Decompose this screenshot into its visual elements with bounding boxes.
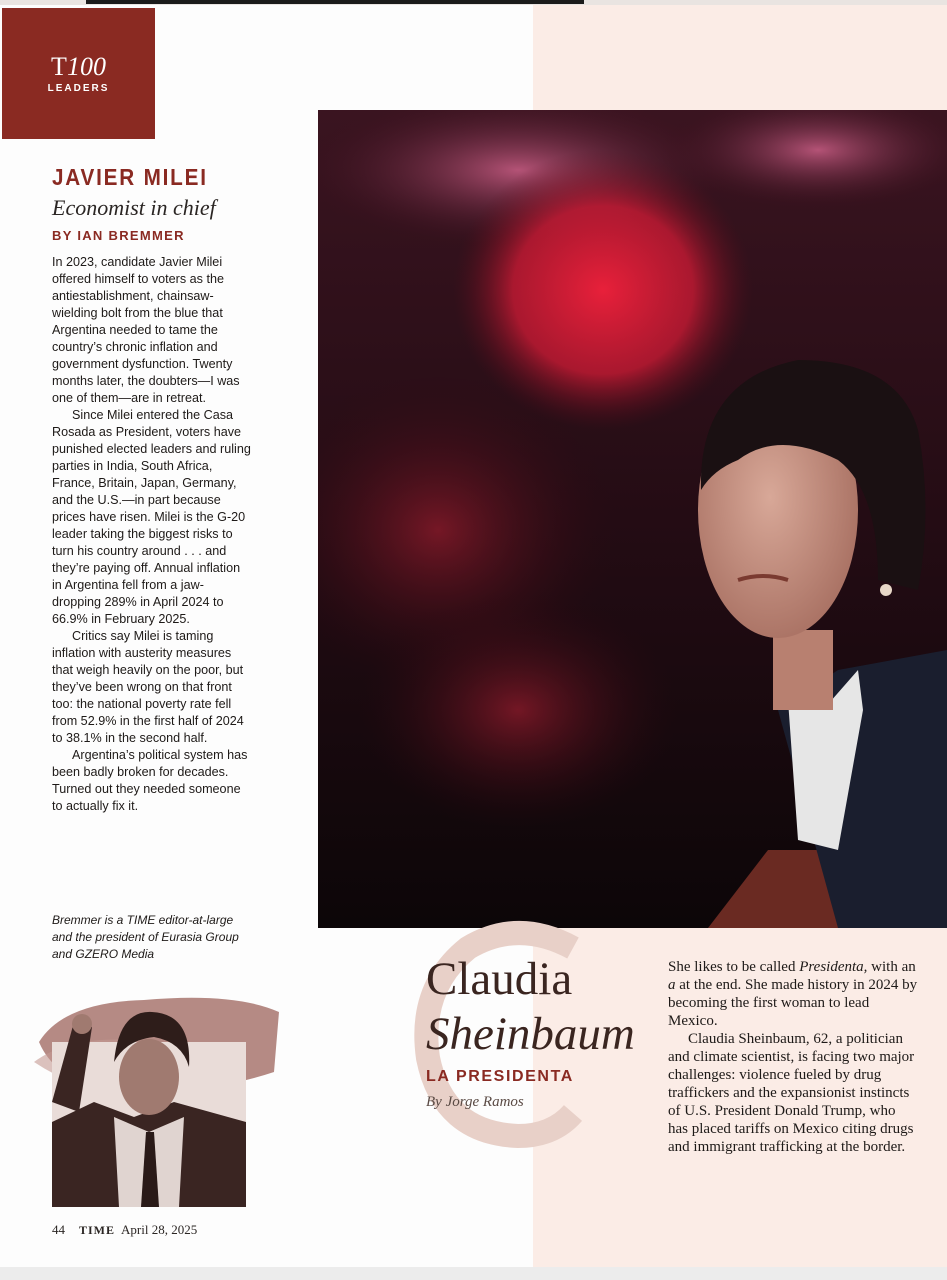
milei-portrait-image: [34, 982, 284, 1207]
byline-ramos: By Jorge Ramos: [426, 1094, 524, 1110]
magazine-name: TIME: [79, 1223, 116, 1237]
sheinbaum-portrait-image: [318, 110, 947, 928]
article-subtitle-milei: Economist in chief: [52, 195, 216, 220]
paragraph: Claudia Sheinbaum, 62, a politician and climate scientist, is facing two major challenges: violence fueled by drug traffickers and the expansionist instincts of U.S. President Donald Trump, who has placed tariffs on Mexico citing drugs and immigrant trafficking at the border.: [668, 1031, 915, 1155]
article-title-first-name: Claudia: [426, 953, 573, 1005]
byline-bremmer: BY IAN BREMMER: [52, 228, 185, 243]
bottom-strip: [0, 1267, 947, 1280]
paragraph: She likes to be called Presidenta, with an a at the end. She made history in 2024 by becoming the first woman to lead Mexico.: [668, 959, 918, 1029]
top-bar: [86, 0, 584, 4]
article-title-last-name: Sheinbaum: [426, 1008, 635, 1060]
paragraph: In 2023, candidate Javier Milei offered himself to voters as the antiestablishment, chainsaw-wielding bolt from the blue that Argentina needed to tame the country’s chronic inflation and government dysfunction. Twenty months later, the doubters—I was one of them—are in retreat.: [52, 255, 240, 405]
article-subtitle-sheinbaum: LA PRESIDENTA: [426, 1068, 574, 1085]
sheinbaum-article-body: [668, 958, 918, 1156]
paragraph: Since Milei entered the Casa Rosada as President, voters have punished elected leaders and ruling parties in India, South Africa, France, Britain, Japan, Germany, and the U.S.—in part because prices have risen. Milei is the G-20 leader taking the biggest risks to turn his country around . . . and they’re paying off. Annual inflation in Argentina fell from a jaw-dropping 289% in April 2024 to 66.9% in February 2025.: [52, 408, 251, 626]
author-bio: Bremmer is a TIME editor-at-large and the president of Eurasia Group and GZERO Media: [52, 913, 239, 961]
t100-leaders-badge: [2, 8, 155, 139]
leaders-label: LEADERS: [47, 83, 110, 94]
page-footer: [52, 1222, 197, 1238]
article-title-milei: JAVIER MILEI: [52, 164, 208, 190]
page-number: 44: [52, 1222, 65, 1237]
paragraph: Argentina’s political system has been badly broken for decades. Turned out they needed someone to actually fix it.: [52, 748, 248, 813]
issue-date: April 28, 2025: [121, 1222, 198, 1237]
milei-article-body: [52, 254, 252, 815]
t100-logo: T100: [51, 52, 106, 81]
paragraph: Critics say Milei is taming inflation with austerity measures that weigh heavily on the poor, but they’ve been wrong on that front too: the national poverty rate fell from 52.9% in the first half of 2024 to 38.1% in the second half.: [52, 629, 244, 745]
